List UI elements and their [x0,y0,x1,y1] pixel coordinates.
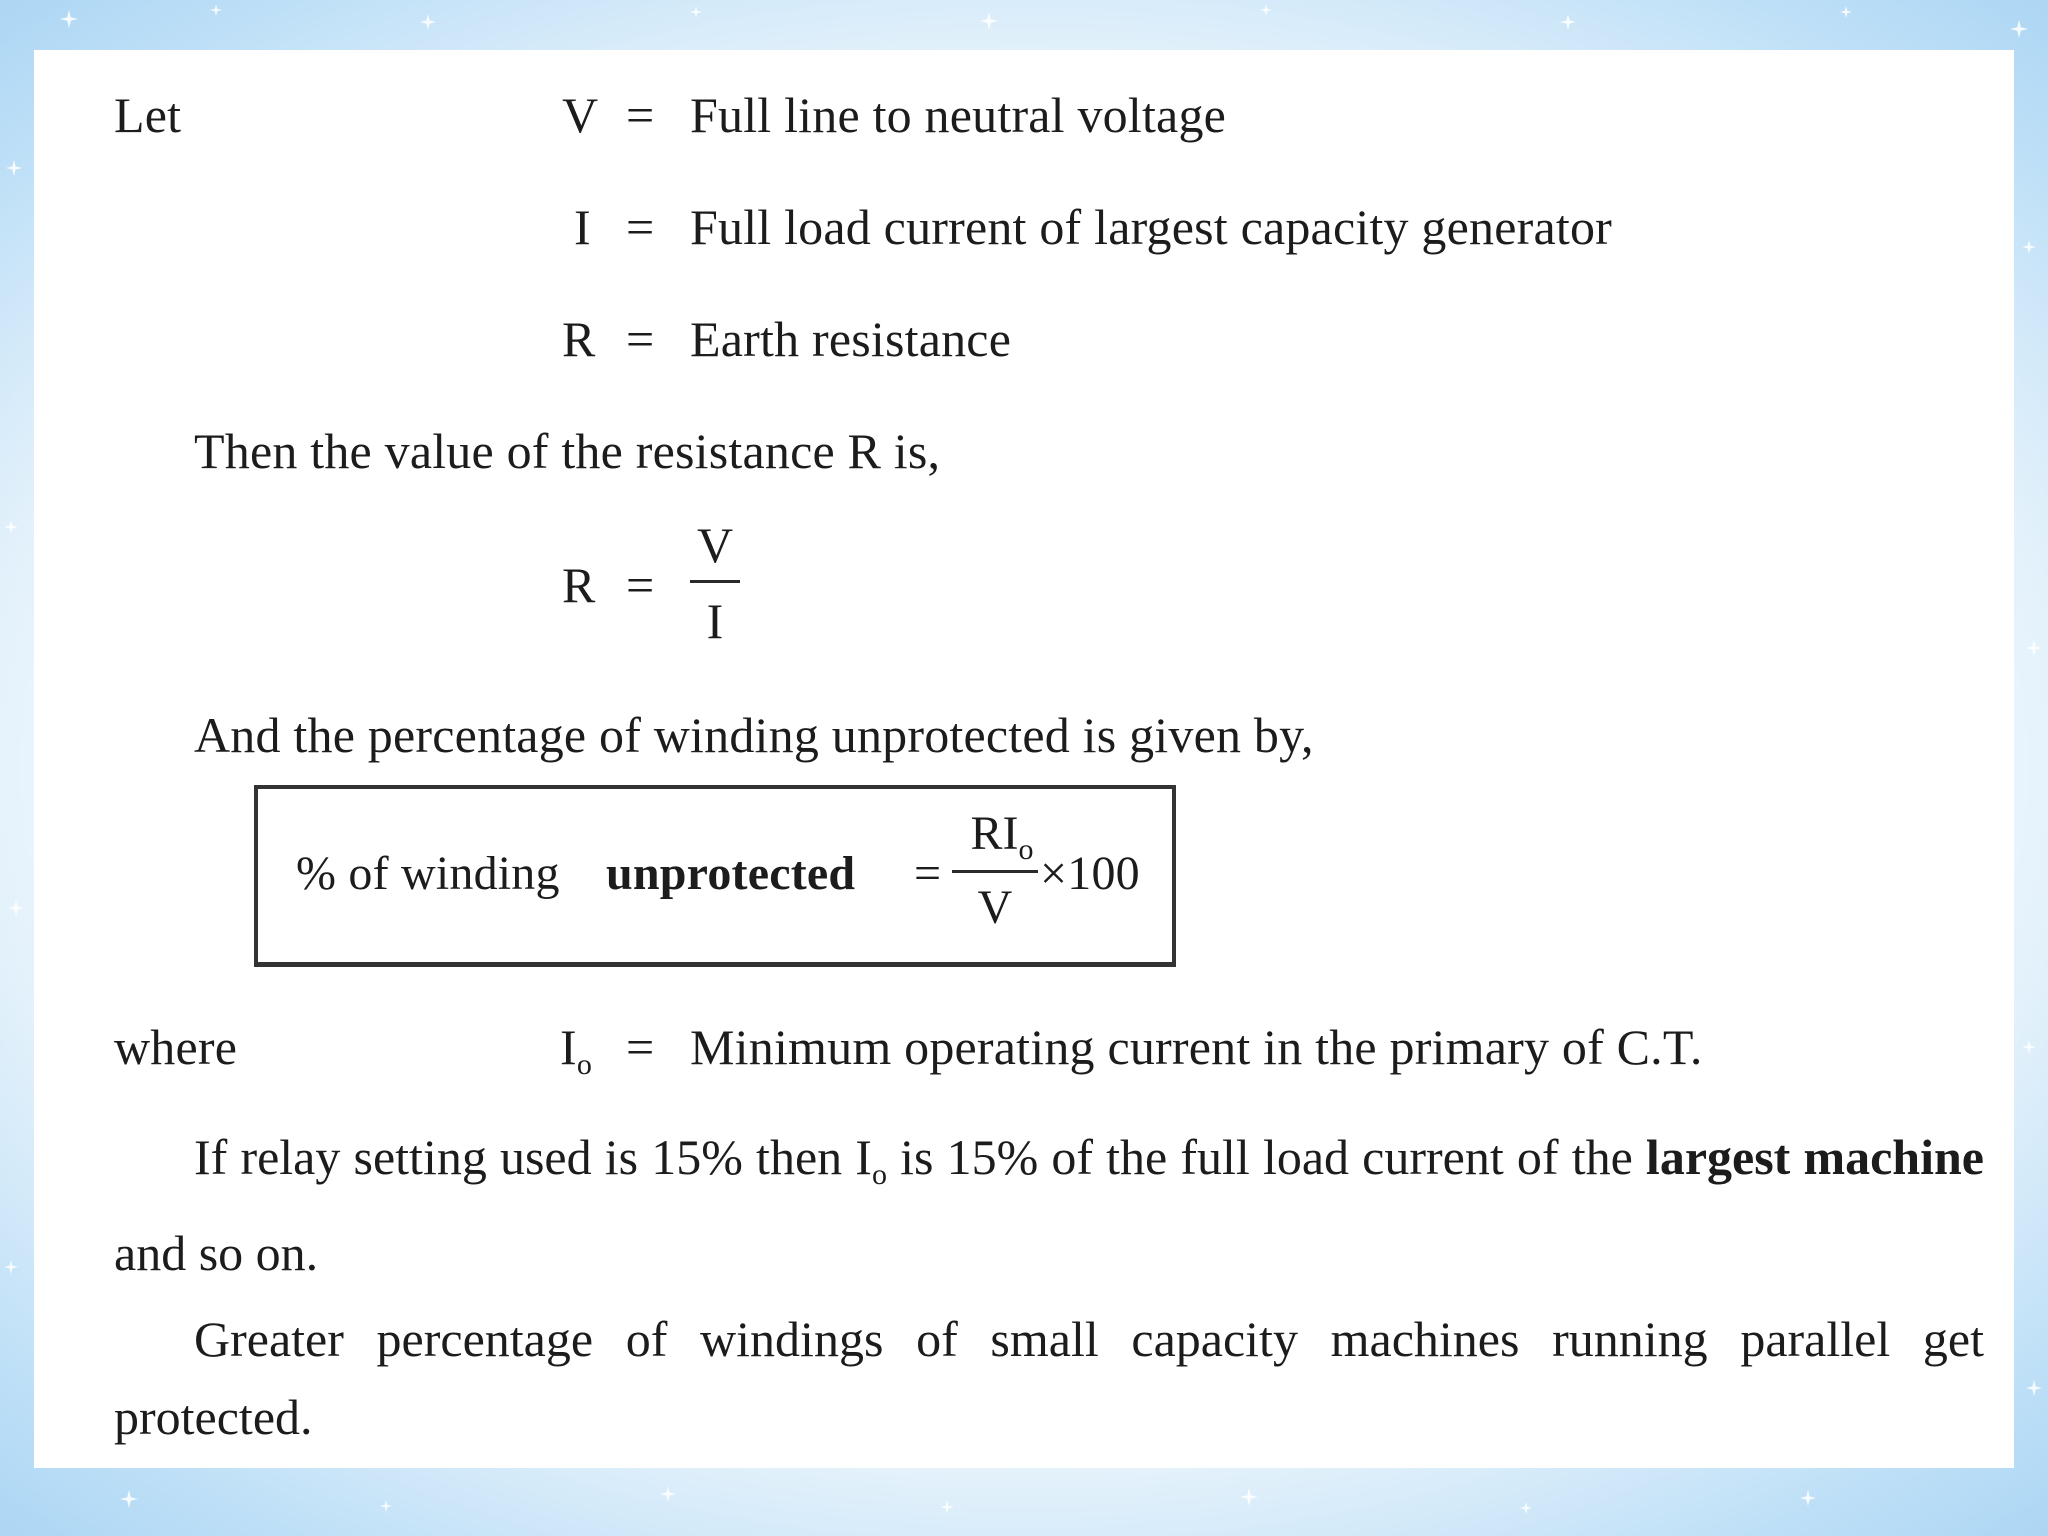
where-eq: = [626,1019,655,1075]
definition-symbol-v: V [562,87,599,143]
let-label: Let [114,87,182,143]
greater-percentage-paragraph: Greater percentage of windings of small capacity machines running parallel get protected. [114,1311,1984,1445]
definition-text-r: Earth resistance [690,311,1012,367]
boxed-formula-numerator [952,807,1052,866]
where-text: Minimum operating current in the primary of C.T. [690,1019,1703,1075]
where-label: where [114,1019,238,1075]
definition-text-v: Full line to neutral voltage [690,87,1227,143]
definition-eq-r: = [626,311,655,367]
document-page [34,50,2014,1468]
boxed-formula-numerator-sub: o [1018,833,1034,866]
definition-symbol-i: I [574,199,591,255]
formula-r-lhs: R [562,557,596,613]
formula-r-denominator: I [706,593,724,649]
boxed-formula-eq: = [914,847,942,900]
percentage-intro: And the percentage of winding unprotected is given by, [194,707,1314,763]
definition-eq-v: = [626,87,655,143]
definition-eq-i: = [626,199,655,255]
relay-part3: and so on. [114,1225,319,1281]
boxed-formula-multiplier: ×100 [1040,847,1140,900]
relay-bold: largest machine [1645,1129,1984,1185]
formula-r-eq: = [626,557,655,613]
relay-part1: If relay setting used is 15% then I [194,1129,872,1185]
relay-sub: o [871,1158,887,1191]
boxed-formula-denominator: V [977,881,1013,934]
formula-r-numerator: V [696,517,734,573]
boxed-formula-lhs-plain: % of winding [296,847,560,900]
boxed-formula-lhs-bold: unprotected [606,847,856,900]
definition-symbol-r: R [562,311,596,367]
formula-r-fraction-bar [690,580,740,583]
where-symbol-sub: o [576,1048,593,1081]
definition-text-i: Full load current of largest capacity generator [690,199,1612,255]
boxed-formula-fraction-bar [952,870,1038,873]
where-symbol-main: I [560,1019,577,1075]
where-symbol [560,1019,593,1081]
then-statement: Then the value of the resistance R is, [194,423,941,479]
boxed-formula-numerator-main: RI [970,807,1019,860]
relay-setting-paragraph [114,1118,1984,1292]
relay-part2: is 15% of the full load current of the [886,1129,1646,1185]
